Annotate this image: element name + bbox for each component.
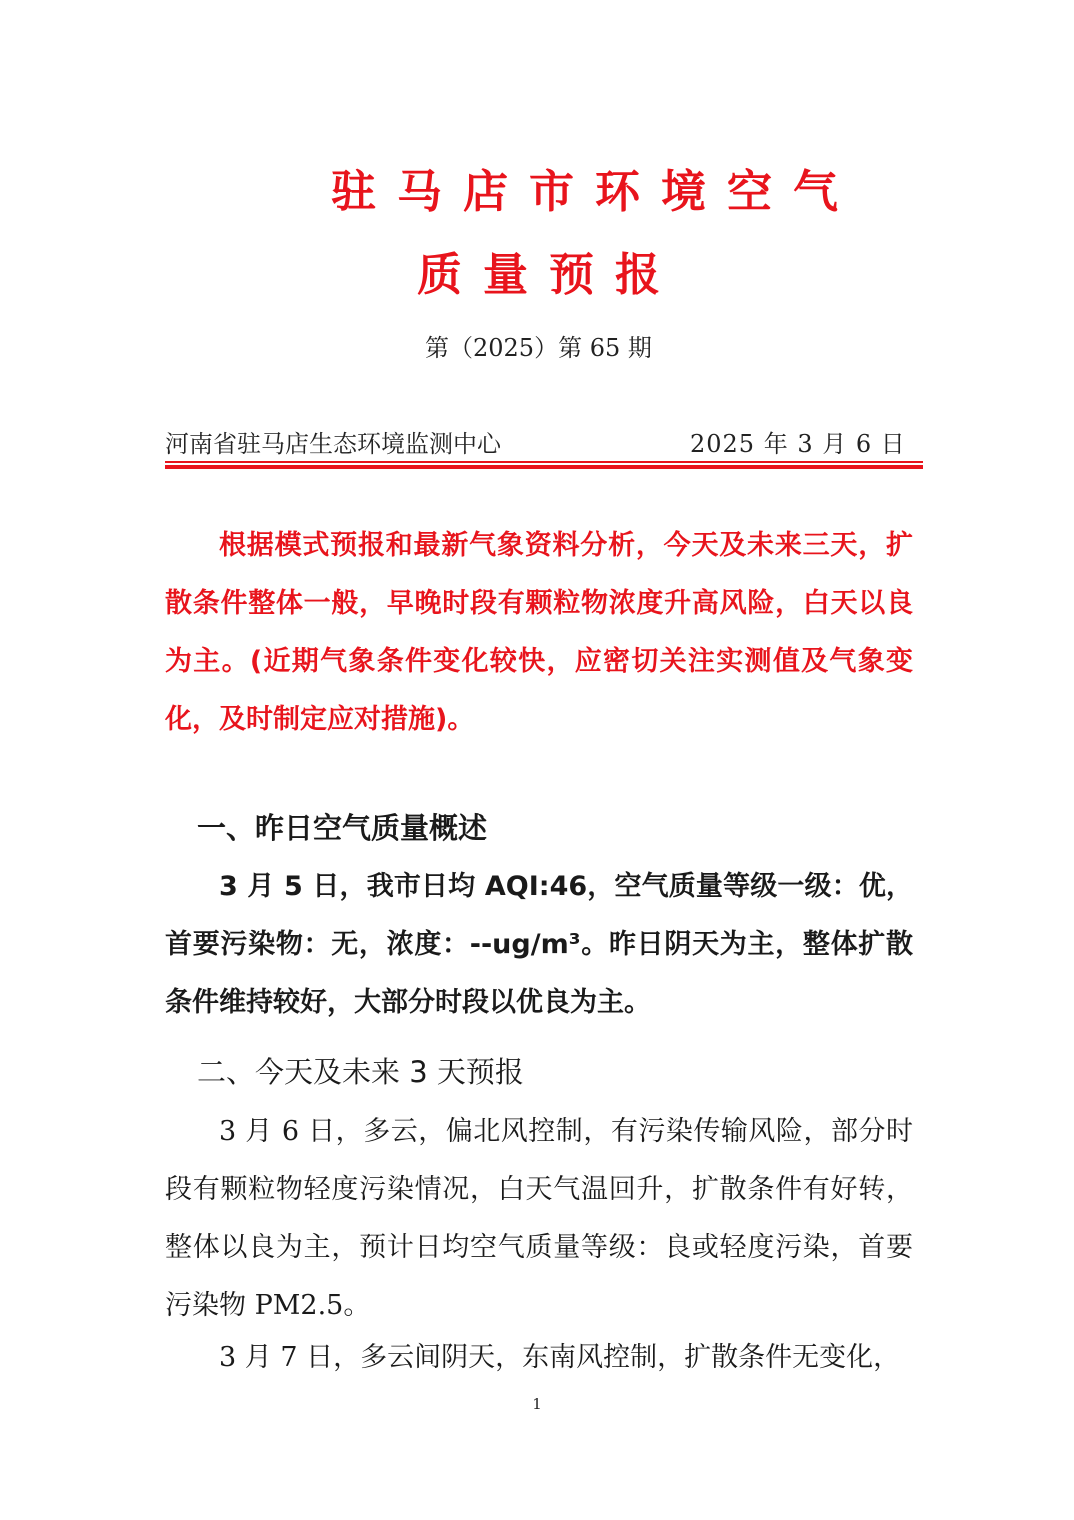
title-line-2: 质量预报	[417, 248, 682, 301]
section-1-body: 3 月 5 日，我市日均 AQI:46，空气质量等级一级：优，首要污染物：无，浓度：--ug/m³。昨日阴天为主，整体扩散条件维持较好，大部分时段以优良为主。	[165, 871, 913, 1018]
forecast-paragraph: 3 月 7 日，多云间阴天，东南风控制，扩散条件无变化，	[219, 1342, 901, 1373]
section-1-heading: 一、昨日空气质量概述	[197, 811, 488, 845]
page-number: 1	[532, 1395, 542, 1413]
section-2-heading: 二、今天及未来 3 天预报	[197, 1055, 524, 1089]
publish-date: 2025 年 3 月 6 日	[690, 430, 906, 458]
header-divider-thick	[165, 465, 923, 469]
organization-name: 河南省驻马店生态环境监测中心	[165, 430, 501, 458]
header-divider-thin	[165, 461, 923, 463]
issue-number: 第（2025）第 65 期	[425, 334, 652, 362]
forecast-paragraph: 3 月 6 日，多云，偏北风控制，有污染传输风险，部分时段有颗粒物轻度污染情况，白天气温回升，扩散条件有好转，整体以良为主，预计日均空气质量等级：良或轻度污染，首要污染物 PM2.5。	[165, 1116, 913, 1321]
title-line-1: 驻马店市环境空气	[331, 165, 860, 218]
forecast-summary: 根据模式预报和最新气象资料分析，今天及未来三天，扩散条件整体一般，早晚时段有颗粒物浓度升高风险，白天以良为主。(近期气象条件变化较快，应密切关注实测值及气象变化，及时制定应对措施)。	[165, 530, 913, 735]
